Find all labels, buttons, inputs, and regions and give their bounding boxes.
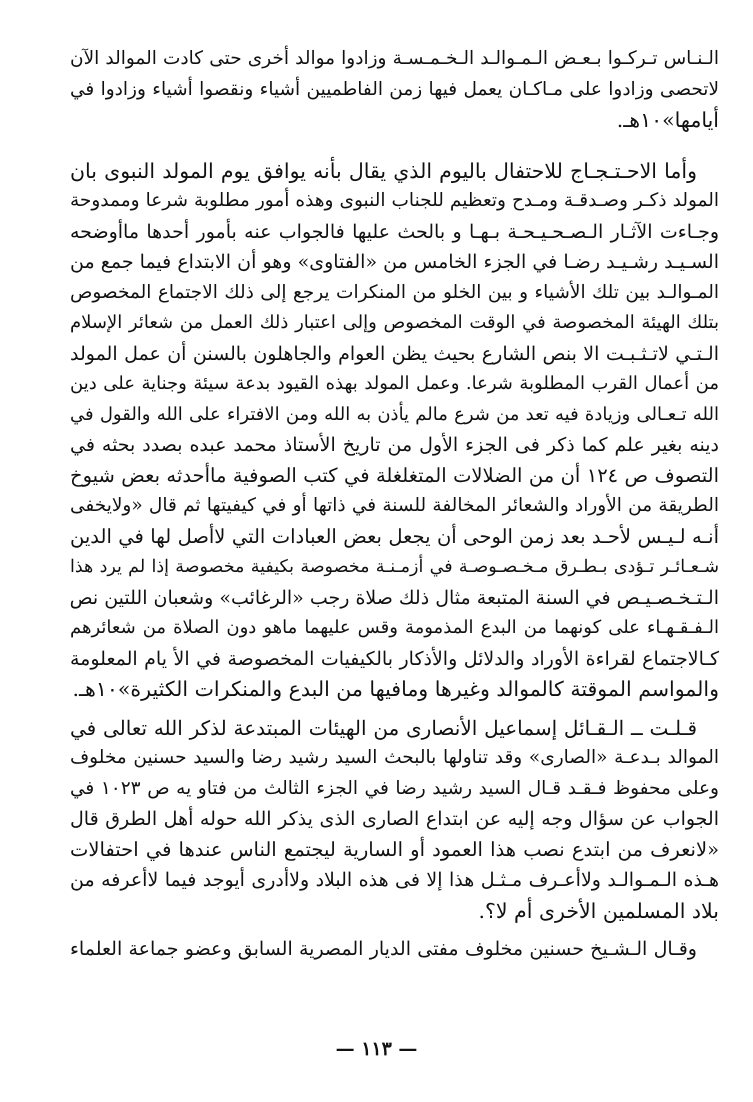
text-line: قـلـت ــ الـقـائل إسماعيل الأنصارى من الهيئات المبتدعة لذكر الله تعالى في	[70, 715, 697, 740]
text-line: بتلك الهيئة المخصوصة في الوقت المخصوص وإلى اعتبار ذلك العمل من شعائر الإسلام	[70, 312, 719, 333]
text-line: الموالد بـدعـة «الصارى» وقد تناولها بالبحث السيد رشيد رضا والسيد حسنين مخلوف	[70, 747, 719, 768]
text-line: الـفـقـهـاء على كونهما من البدع المذمومة وقس عليهما ماهو دون الصلاة من شعائرهم	[70, 617, 719, 638]
text-line: أنـه لـيـس لأحـد بعد زمن الوحى أن يجعل بعض العبادات التي لاأصل لها في الدين	[70, 524, 719, 548]
text-line: وجـاءت الآثـار الـصـحـيـحـة بـهـا و بالحث عليها فالجواب عنه بأمور أحدها ماأوضحه	[70, 220, 719, 243]
text-line: السـيـد رشـيـد رضـا في الجزء الخامس من «الفتاوى» وهو أن الابتداع فيما جمع من	[70, 251, 719, 273]
text-line: الله تـعـالى وزيادة فيه تعد من شرع مالم يأذن به الله ومن الافتراء على الله والقول في	[70, 403, 719, 425]
text-line: أيامها»١٠هـ.	[616, 108, 719, 132]
text-line: لاتحصى وزادوا على مـاكـان يعمل فيها زمن الفاطميين أشياء ونقصوا أشياء وزادوا في	[70, 78, 719, 100]
text-line: من أعمال القرب المطلوبة شرعا. وعمل المولد بهذه القيود بدعة سيئة وجناية على دين	[70, 373, 719, 394]
text-line: الجواب عن سؤال وجه إليه عن ابتداع الصارى الذى يذكر الله حوله أهل الطرق قال	[70, 808, 719, 830]
text-line: شـعـائـر تـؤدى بـطـرق مـخـصـوصـة في أزمـنـة مخصوصة بكيفية مخصوصة إذا لم يرد هذا	[70, 557, 719, 577]
text-line: الـتـي لاتـثـبـت الا بنص الشارع بحيث يظن العوام والجاهلون بالسنن أن عمل المولد	[70, 342, 719, 365]
page-number: — ١١٣ —	[335, 1038, 418, 1060]
text-line: كـالاجتماع لقراءة الأوراد والدلائل والأذكار بالكيفيات المخصوصة في الأ يام المعلومة	[70, 647, 719, 670]
paragraph-sari-innovation	[70, 713, 719, 927]
text-line: بلاد المسلمين الأخرى أم لا؟.	[478, 898, 719, 923]
text-line: المـوالـد بين تلك الأشياء و بين الخلو من المنكرات يرجع إلى ذلك الاجتماع المخصوص	[70, 281, 719, 303]
text-line: الطريقة من الأوراد والشعائر المخالفة للسنة في ذاتها أو في كيفيتها ثم قال «ولايخفى	[70, 495, 719, 516]
text-line: «لانعرف من ابتدع نصب هذا العمود أو السارية ليجتمع الناس عندها في احتفالات	[70, 837, 719, 861]
paragraph-makhluf	[70, 934, 719, 965]
text-line: المولد ذكـر وصـدقـة ومـدح وتعظيم للجناب النبوى وهذه أمور مطلوبة شرعا وممدوحة	[70, 190, 719, 211]
text-line: الـتـخـصـيـص في السنة المتبعة مثال ذلك صلاة رجب «الرغائب» وشعبان اللتين نص	[69, 586, 719, 609]
text-line: والمواسم الموقتة كالموالد وغيرها ومافيها من البدع والمنكرات الكثيرة»١٠هـ.	[72, 677, 719, 701]
body-text	[70, 44, 719, 965]
text-line: هـذه الـمـوالـد ولاأعـرف مـثـل هذا إلا فى هذه البلاد ولاأدرى أيوجد فيما لاأعرفه من	[70, 869, 719, 891]
text-line: التصوف ص ١٢٤ أن من الضلالات المتغلغلة في كتب الصوفية ماأحدثه بعض شيوخ	[70, 463, 719, 487]
text-line: الـنـاس تـركـوا بـعـض الـمـوالـد الـخـمـسـة وزادوا موالد أخرى حتى كادت الموالد الآن	[70, 48, 719, 69]
text-line: دينه بغير علم كما ذكر فى الجزء الأول من تاريخ الأستاذ محمد عبده بصدد بحثه في	[70, 434, 719, 456]
paragraph-celebration-argument	[70, 156, 719, 705]
text-line: وعلى محفوظ فـقـد قـال السيد رشيد رضا في الجزء الثالث من فتاو يه ص ١٠٢٣ في	[70, 777, 719, 799]
text-line: وقـال الـشـيخ حسنين مخلوف مفتى الديار المصرية السابق وعضو جماعة العلماء	[70, 938, 697, 960]
text-line: وأما الاحـتـجـاج للاحتفال باليوم الذي يقال بأنه يوافق يوم المولد النبوى بان	[70, 158, 697, 183]
paragraph-continuation	[70, 44, 719, 136]
